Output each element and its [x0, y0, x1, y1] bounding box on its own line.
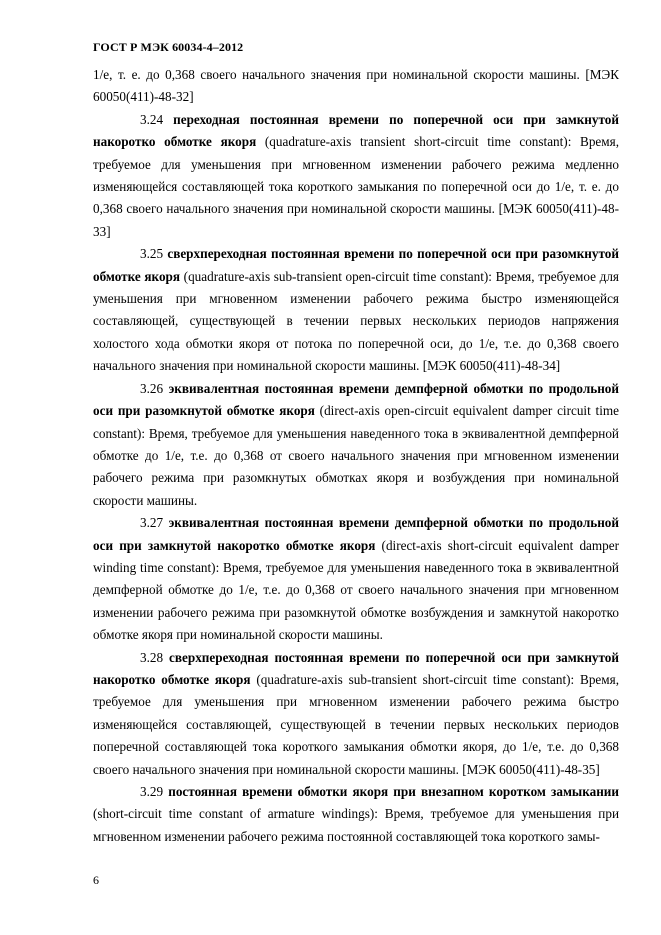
term-name: эквивалентная постоянная времени демпферной обмотки по продольной оси при разомкнутой обмотке якоря	[93, 380, 619, 419]
clause-number: 3.27	[140, 515, 164, 531]
clause-number: 3.26	[140, 380, 164, 396]
clause-number: 3.29	[140, 784, 164, 799]
term-name: сверхпереходная постоянная времени по поперечной оси при замкнутой накоротко обмотке якоря	[93, 649, 620, 687]
term-name: эквивалентная постоянная времени демпферной обмотки по продольной оси при замкнутой накоротко обмотке якоря	[93, 515, 619, 553]
page-number: 6	[93, 873, 99, 887]
paragraph-text: 1/e, т. е. до 0,368 своего начального значения при номинальной скорости машины. [МЭК 60050(411)-48-32]	[93, 67, 619, 105]
term-definition: (direct-axis open-circuit equivalent damper circuit time constant): Время, требуемое для уменьшения наведенного тока в эквивалентной демпферной обмотке до 1/e, т.е. до 0,368 от своего начального значения при мгновенном изменении рабочего режима при разомкнутых обмотках якоря и возбуждения при номинальной скорости машины.	[93, 403, 619, 508]
term-definition: (direct-axis short-circuit equivalent damper winding time constant): Время, требуемое для уменьшения наведенного тока в эквивалентной демпферной обмотке до 1/e, т.е. до 0,368 от своего начального значения при мгновенном изменении рабочего режима при разомкнутой обмотке возбуждения и замкнутой накоротко обмотке якоря при номинальной скорости машины.	[93, 537, 620, 643]
term-definition: (short-circuit time constant of armature windings): Время, требуемое для уменьшения при мгновенном изменении рабочего режима постоянной составляющей тока короткого замы-	[93, 806, 619, 844]
paragraph-3-29	[93, 781, 619, 848]
term-name: постоянная времени обмотки якоря при внезапном коротком замыкании	[168, 784, 620, 799]
clause-number: 3.25	[140, 246, 164, 262]
paragraph-3-26	[93, 378, 619, 512]
paragraph-3-27	[93, 512, 619, 646]
clause-number: 3.28	[140, 649, 164, 665]
paragraph-continuation	[93, 64, 619, 109]
paragraph-3-24	[93, 109, 619, 243]
document-header: ГОСТ Р МЭК 60034-4–2012	[93, 40, 244, 54]
paragraph-3-25	[93, 243, 619, 377]
term-definition: (quadrature-axis sub-transient short-circuit time constant): Время, требуемое для уменьшения при мгновенном изменении рабочего режима быстро изменяющейся составляющей, существующей в течении первых нескольких периодов поперечной составляющей тока короткого замыкания обмотки якоря, до 1/e, т.е. до 0,368 своего начального значения при номинальной скорости машины. [МЭК 60050(411)-48-35]	[93, 671, 619, 777]
document-body	[93, 64, 619, 848]
term-name: переходная постоянная времени по поперечной оси при замкнутой накоротко обмотке якоря	[93, 111, 619, 150]
term-definition: (quadrature-axis transient short-circuit time constant): Время, требуемое для уменьшения при мгновенном изменении рабочего режима медленно изменяющейся составляющей тока короткого замыкания по поперечной оси до 1/e, т. е. до 0,368 своего начального значения при номинальной скорости машины. [МЭК 60050(411)-48-33]	[93, 134, 619, 239]
term-name: сверхпереходная постоянная времени по поперечной оси при разомкнутой обмотке якоря	[93, 246, 619, 284]
clause-number: 3.24	[140, 111, 164, 127]
paragraph-3-28	[93, 647, 619, 781]
term-definition: (quadrature-axis sub-transient open-circuit time constant): Время, требуемое для уменьшения при мгновенном изменении рабочего режима быстро изменяющейся составляющей, существующей в течении первых нескольких периодов напряжения холостого хода обмотки якоря от потока по поперечной оси, до 1/e, т.е. до 0,368 своего начального значения при номинальной скорости машины. [МЭК 60050(411)-48-34]	[93, 268, 620, 374]
